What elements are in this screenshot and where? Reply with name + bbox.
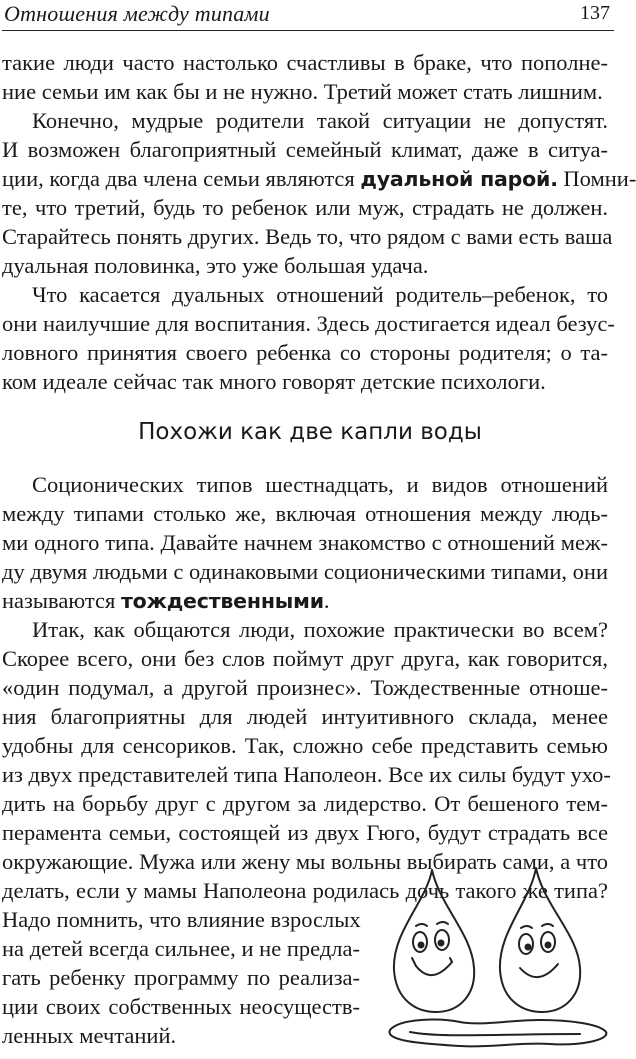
section-heading: Похожи как две капли воды	[138, 419, 482, 445]
text-line: ми одного типа. Давайте начнем знакомство с отношений меж-	[2, 530, 608, 555]
text-line: из двух представителей типа Наполеон. Все их силы будут ухо-	[2, 762, 611, 787]
text-line: Надо помнить, что влияние взрослых	[2, 907, 361, 932]
text-line: ловного принятия своего ребенка со стороны родителя; о та-	[2, 340, 608, 365]
text-line: ции своих собственных неосуществ-	[2, 994, 360, 1019]
text-line: «один подумал, а другой произнес». Тождественные отноше-	[2, 675, 608, 700]
text-line: Старайтесь понять других. Ведь то, что рядом с вами есть ваша	[2, 224, 613, 249]
text-line: Конечно, мудрые родители такой ситуации не допустят.	[32, 108, 608, 133]
text-line: ции, когда два члена семьи являются дуальной парой. Помни-	[2, 166, 636, 191]
text-line: ния благоприятны для людей интуитивного склада, менее	[2, 704, 608, 729]
text-line: Итак, как общаются люди, похожие практически во всем?	[32, 617, 608, 642]
text-line: перамента семьи, состоящей из двух Гюго, будут страдать все	[2, 820, 608, 845]
text-line: ком идеале сейчас так много говорят детские психологи.	[2, 369, 546, 394]
text-line: ние семьи им как бы и не нужно. Третий может стать лишним.	[2, 79, 603, 104]
text-line: удобны для сенсориков. Так, сложно себе представить семью	[2, 733, 608, 758]
bold-term: дуальной парой.	[360, 167, 558, 191]
running-title: Отношения между типами	[4, 1, 270, 26]
text-line: ленных мечтаний.	[2, 1023, 177, 1048]
text-line: делать, если у мамы Наполеона родилась дочь такого же типа?	[2, 878, 608, 903]
text-line: Что касается дуальных отношений родитель–ребенок, то	[32, 282, 608, 307]
text-line: называются тождественными.	[2, 588, 330, 613]
text-line: между типами столько же, включая отношения между людь-	[2, 501, 608, 526]
page-number: 137	[580, 2, 610, 24]
text-line: те, что третий, будь то ребенок или муж, страдать не должен.	[2, 195, 608, 220]
running-header	[2, 0, 614, 31]
text-line: они наилучшие для воспитания. Здесь достигается идеал безус-	[2, 311, 615, 336]
text-line: гать ребенку программу по реализа-	[2, 965, 360, 990]
text-line: окружающие. Мужа или жену мы вольны выбирать сами, а что	[2, 849, 608, 874]
text-line: такие люди часто настолько счастливы в браке, что пополне-	[2, 50, 608, 75]
text-line: Скорее всего, они без слов поймут друг друга, как говорится,	[2, 646, 608, 671]
text-line: дить на борьбу друг с другом за лидерство. От бешеного тем-	[2, 791, 608, 816]
text-line: И возможен благоприятный семейный климат, даже в ситуа-	[2, 137, 608, 162]
text-line: Соционических типов шестнадцать, и видов отношений	[32, 472, 608, 497]
two-drops-illustration	[380, 862, 616, 1054]
bold-term: тождественными	[120, 589, 324, 613]
text-line: дуальная половинка, это уже большая удача.	[2, 253, 429, 278]
text-line: на детей всегда сильнее, и не предла-	[2, 936, 360, 961]
right-drop-icon	[500, 868, 580, 1012]
text-line: ду двумя людьми с одинаковыми соционическими типами, они	[2, 559, 608, 584]
